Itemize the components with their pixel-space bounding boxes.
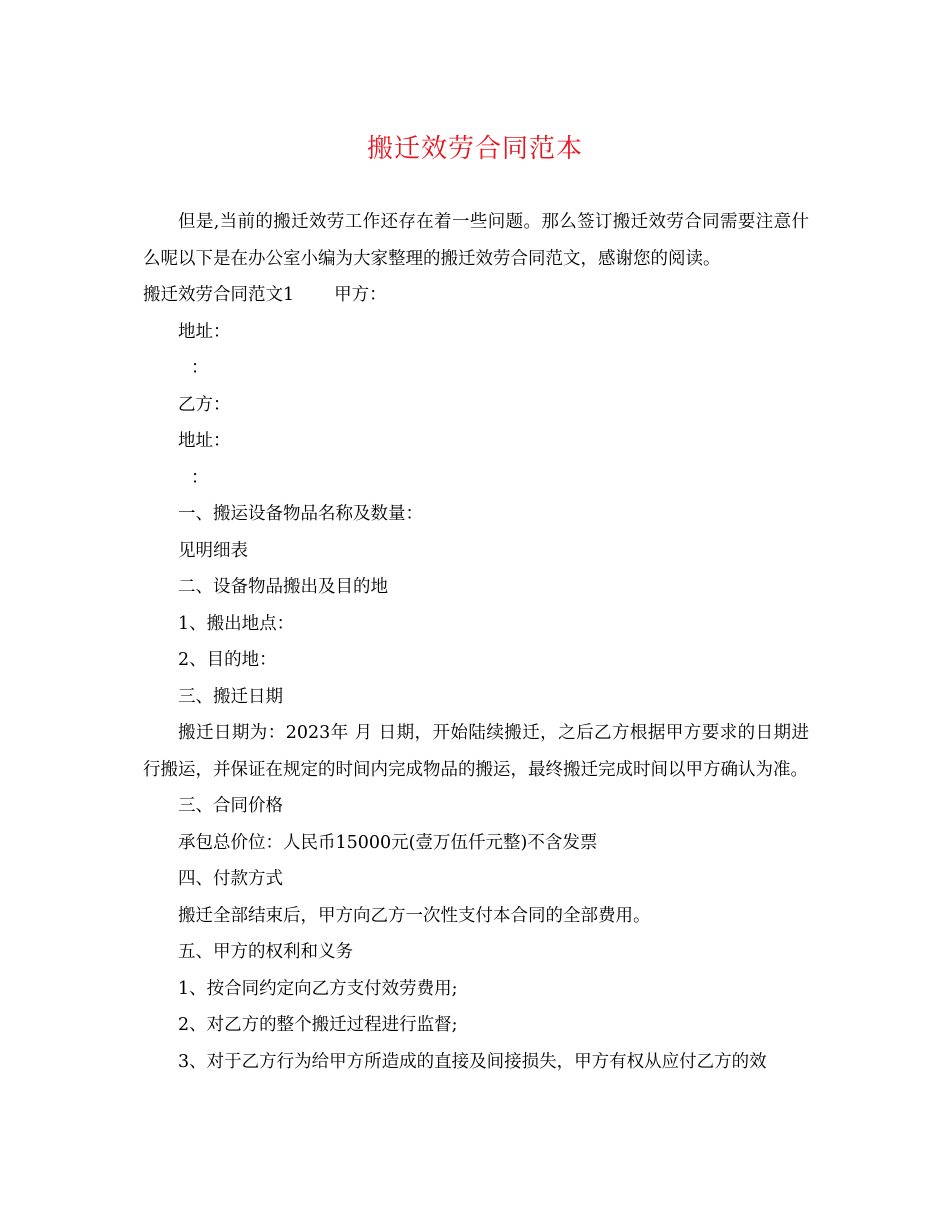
- rights-item-1: 1、按合同约定向乙方支付效劳费用;: [178, 978, 458, 999]
- address-b-line: 地址：: [178, 431, 231, 451]
- destination-line: 2、目的地：: [178, 650, 277, 670]
- section-1-heading: 一、搬运设备物品名称及数量：: [178, 504, 423, 524]
- price-heading: 三、合同价格: [178, 796, 283, 816]
- date-paragraph: 搬迁日期为：2023年 月 日期，开始陆续搬迁，之后乙方根据甲方要求的日期进行搬运，并保证在规定的时间内完成物品的搬运，最终搬迁完成时间以甲方确认为准。: [143, 723, 809, 780]
- section-2-heading: 二、设备物品搬出及目的地: [178, 577, 388, 597]
- colon-line-b: ：: [191, 467, 209, 488]
- party-b-line: 乙方：: [178, 394, 231, 415]
- rights-item-3: 3、对于乙方行为给甲方所造成的直接及间接损失，甲方有权从应付乙方的效: [178, 1051, 767, 1072]
- origin-line: 1、搬出地点：: [178, 613, 295, 634]
- party-a-label: 甲方：: [334, 285, 387, 305]
- list-reference-line: 见明细表: [178, 540, 248, 561]
- section-3-heading: 三、搬迁日期: [178, 686, 283, 707]
- document-title: 搬迁效劳合同范本: [366, 134, 583, 164]
- rights-item-2: 2、对乙方的整个搬迁过程进行监督;: [178, 1015, 458, 1035]
- sample-heading: 搬迁效劳合同范文1: [143, 285, 295, 305]
- sample-heading-line: [143, 277, 809, 314]
- payment-line: 搬迁全部结束后，甲方向乙方一次性支付本合同的全部费用。: [178, 905, 651, 926]
- party-a-rights-heading: 五、甲方的权利和义务: [178, 942, 353, 962]
- payment-heading: 四、付款方式: [178, 869, 283, 889]
- document-body: [143, 204, 809, 1080]
- colon-line-a: ：: [191, 358, 209, 378]
- intro-paragraph: 但是,当前的搬迁效劳工作还存在着一些问题。那么签订搬迁效劳合同需要注意什么呢以下是在办公室小编为大家整理的搬迁效劳合同范文，感谢您的阅读。: [143, 212, 809, 269]
- address-a-line: 地址：: [178, 321, 231, 342]
- price-line: 承包总价位：人民币15000元(壹万伍仟元整)不含发票: [178, 832, 598, 853]
